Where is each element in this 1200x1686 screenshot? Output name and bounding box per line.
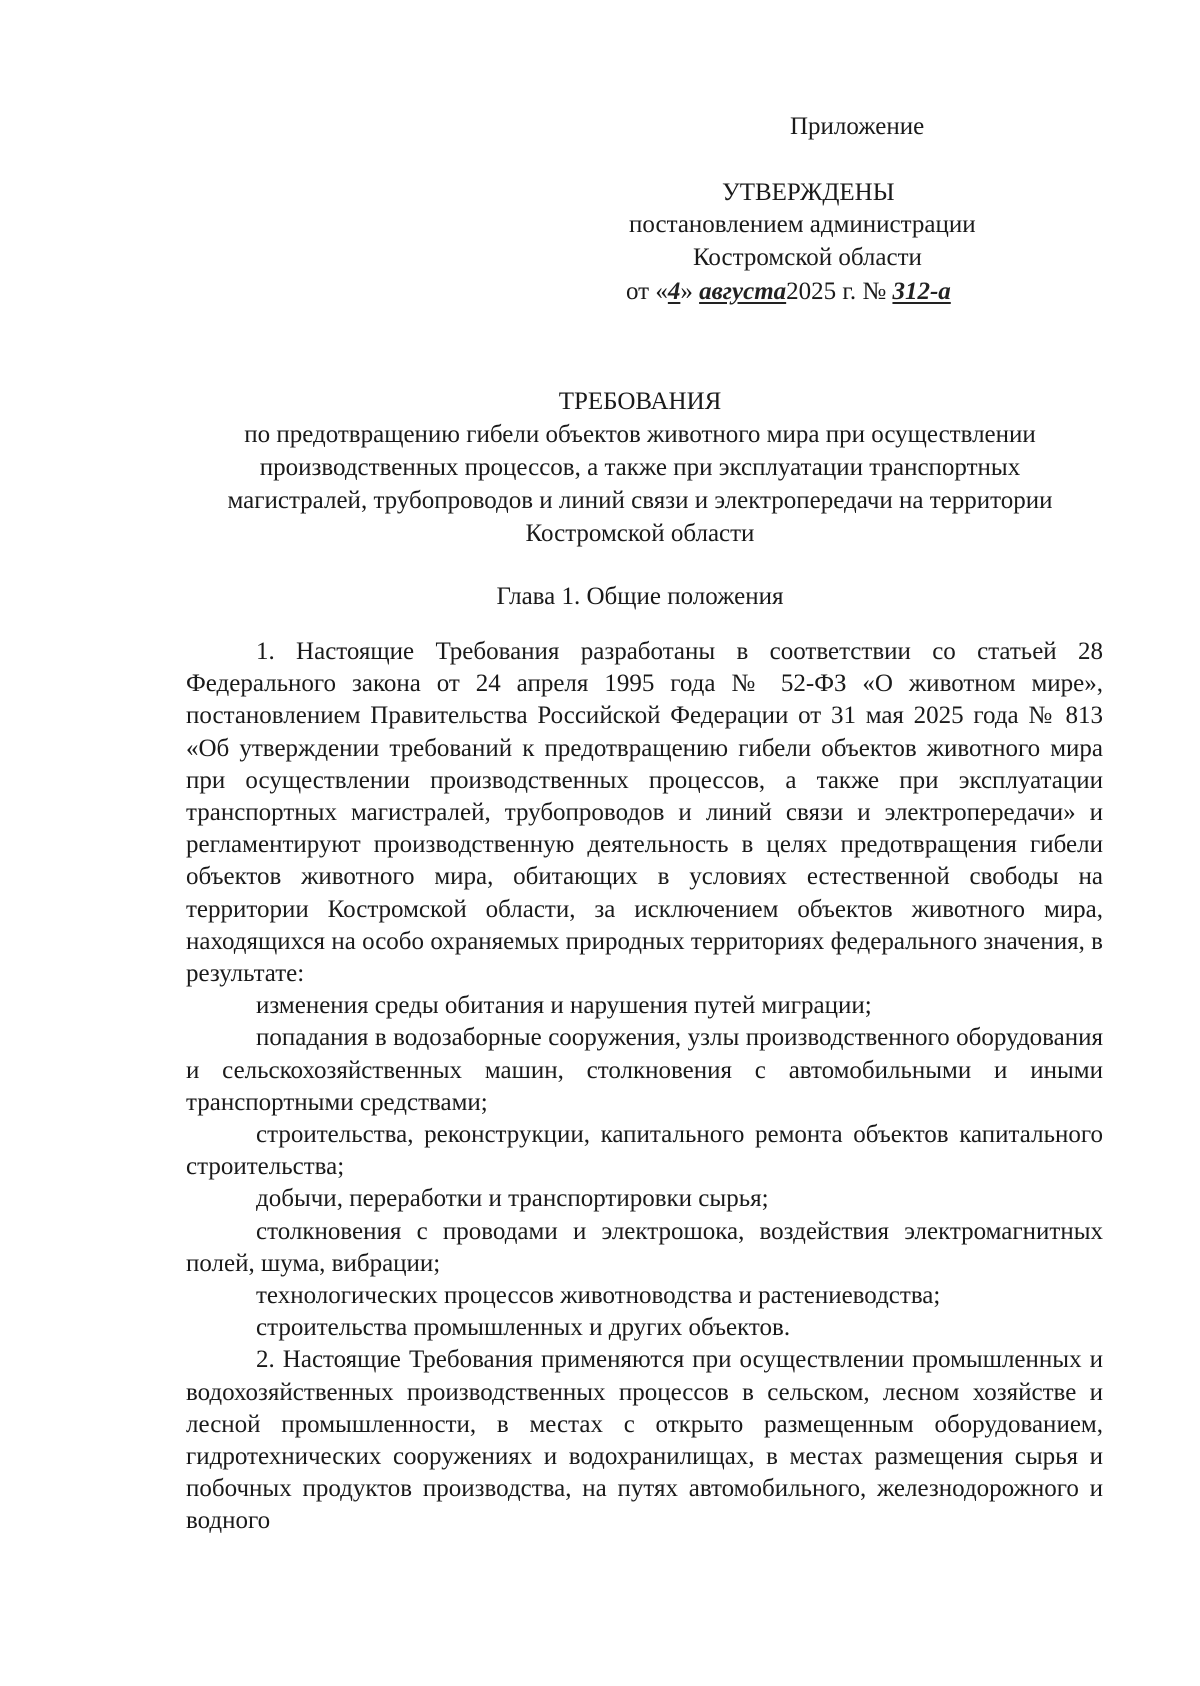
approval-date-line (626, 275, 951, 308)
paragraph-1: 1. Настоящие Требования разработаны в соответствии со статьей 28 Федерального закона от 24 апреля 1995 года № 52-ФЗ «О животном мире», постановлением Правительства Российской Федерации от 31 мая 2025 года № 813 «Об утверждении требований к предотвращению гибели объектов животного мира при осуществлении производственных процессов, а также при эксплуатации транспортных магистралей, трубопроводов и линий связи и электропередачи» и регламентируют производственную деятельность в целях предотвращения гибели объектов животного мира, обитающих в условиях естественной свободы на территории Костромской области, за исключением объектов животного мира, находящихся на особо охраняемых природных территориях федерального значения, в результате: (186, 638, 1103, 988)
approved-label: УТВЕРЖДЕНЫ (722, 179, 895, 206)
list-item: изменения среды обитания и нарушения путей миграции; (256, 992, 872, 1020)
list-item: столкновения с проводами и электрошока, воздействия электромагнитных полей, шума, вибрации; (186, 1217, 1103, 1277)
document-body (186, 636, 1103, 1538)
handwritten-doc-number: 312-а (892, 278, 951, 305)
date-year: 2025 г. № (786, 278, 887, 305)
title-line-2: производственных процессов, а также при эксплуатации транспортных (259, 454, 1021, 481)
date-prefix: от « (626, 278, 668, 305)
list-item: попадания в водозаборные сооружения, узлы производственного оборудования и сельскохозяйственных машин, столкновения с автомобильными и иными транспортными средствами; (186, 1024, 1103, 1116)
title-main: ТРЕБОВАНИЯ (558, 388, 722, 415)
list-item: строительства промышленных и других объектов. (256, 1314, 791, 1342)
document-title (120, 385, 1160, 550)
title-line-1: по предотвращению гибели объектов животного мира при осуществлении (244, 421, 1036, 448)
handwritten-day: 4 (667, 278, 681, 305)
handwritten-month: августа (699, 278, 787, 305)
date-mid: » (680, 278, 700, 305)
approved-by-line2: Костромской области (693, 244, 922, 271)
title-line-4: Костромской области (525, 520, 755, 547)
paragraph-2: 2. Настоящие Требования применяются при осуществлении промышленных и водохозяйственных производственных процессов в сельском, лесном хозяйстве и лесной промышленности, в местах с открыто размещенным оборудованием, гидротехнических сооружениях и водохранилищах, в местах размещения сырья и побочных продуктов производства, на путях автомобильного, железнодорожного и водного (186, 1346, 1103, 1535)
list-item: технологических процессов животноводства и растениеводства; (256, 1282, 941, 1310)
list-item: добычи, переработки и транспортировки сырья; (256, 1185, 769, 1213)
approved-by-line1: постановлением администрации (629, 211, 976, 238)
chapter-heading: Глава 1. Общие положения (496, 583, 784, 610)
title-line-3: магистралей, трубопроводов и линий связи и электропередачи на территории (227, 487, 1053, 514)
appendix-label: Приложение (790, 113, 925, 140)
list-item: строительства, реконструкции, капитального ремонта объектов капитального строительства; (186, 1121, 1103, 1181)
